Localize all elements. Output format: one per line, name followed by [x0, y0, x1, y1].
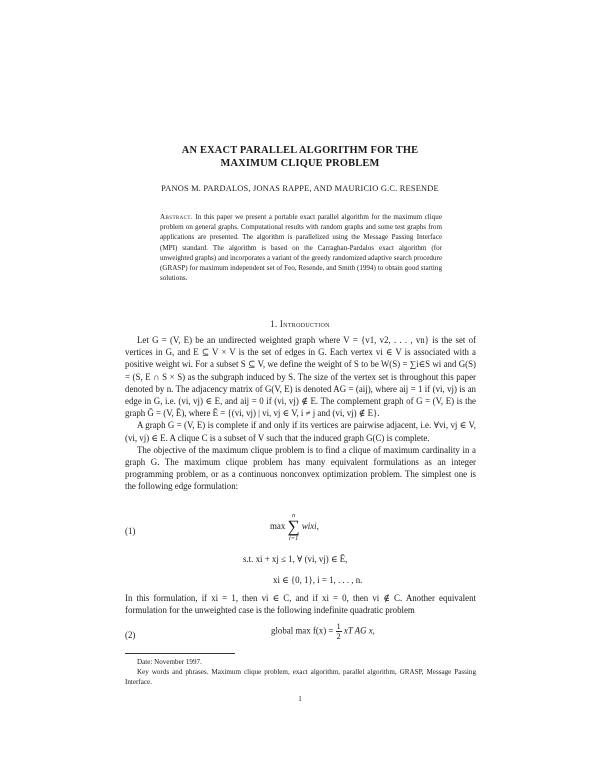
fraction-numerator: 1	[336, 622, 341, 631]
fraction-one-half	[336, 622, 342, 641]
footnote-date: Date: November 1997.	[137, 658, 202, 666]
abstract	[160, 212, 442, 283]
eq1-term: wixi,	[301, 521, 319, 532]
sum-upper-limit: n	[291, 512, 296, 519]
eq2-rhs: xT AG x,	[343, 625, 375, 636]
section-heading: 1. Introduction	[270, 319, 330, 329]
eq2-lhs: global max f(x) =	[271, 625, 334, 636]
equation-1-constraint-2: xi ∈ {0, 1}, i = 1, . . . , n.	[273, 575, 363, 585]
equation-1-objective	[270, 512, 319, 542]
eq1-max: max	[270, 521, 286, 532]
body-text-block-2	[125, 592, 476, 616]
footnote-keywords: Key words and phrases. Maximum clique problem, exact algorithm, parallel algorithm, GRASP, Message Passing Interface.	[125, 668, 476, 686]
sum-lower-limit: i=1	[288, 535, 299, 542]
equation-2-number: (2)	[125, 630, 136, 640]
paragraph-4: In this formulation, if xi = 1, then vi ∈ C, and if xi = 0, then vi ∉ C. Another equivalent formulation for the unweighted case is the following indefinite quadratic problem	[125, 593, 476, 616]
abstract-text: In this paper we present a portable exact parallel algorithm for the maximum clique problem on general graphs. Computational results with random graphs and some test graphs from applications are presented. The algorithm is parallelized using the Message Passing Interface (MPI) standard. The algorithm is based on the Carraghan-Pardalos exact algorithm (for unweighted graphs) and incorporates a variant of the greedy randomized adaptive search procedure (GRASP) for maximum independent set of Feo, Resende, and Smith (1994) to obtain good starting solutions.	[160, 213, 442, 283]
abstract-heading: Abstract.	[160, 213, 194, 221]
paragraph-1: Let G = (V, E) be an undirected weighted graph where V = {v1, v2, . . . , vn} is the set of vertices in G, and E ⊆ V × V is the set of edges in G. Each vertex vi ∈ V is associated with a positive weight wi. For a subset S ⊆ V, we define the weight of S to be W(S) = ∑i∈S wi and G(S) = (S, E ∩ S × S) as the subgraph induced by S. The size of the vertex set is throughout this paper denoted by n. The adjacency matrix of G(V, E) is denoted AG = (aij), where aij = 1 if (vi, vj) is an edge in G, i.e. (vi, vj) ∈ E, and aij = 0 if (vi, vj) ∉ E. The complement graph of G = (V, E) is the graph Ḡ = (V, Ē), where Ē = {(vi, vj) | vi, vj ∈ V, i ≠ j and (vi, vj) ∉ E}.	[125, 335, 476, 419]
author-list: PANOS M. PARDALOS, JONAS RAPPE, AND MAURICIO G.C. RESENDE	[161, 184, 439, 193]
summation-symbol: n ∑ i=1	[287, 512, 300, 542]
equation-1-number: (1)	[125, 526, 136, 536]
paragraph-2: A graph G = (V, E) is complete if and only if its vertices are pairwise adjacent, i.e. ∀vi, vj ∈ V, (vi, vj) ∈ E. A clique C is a subset of V such that the induced graph G(C) is complete.	[125, 420, 476, 443]
paper-title	[0, 144, 600, 170]
equation-1-constraint-1: s.t. xi + xj ≤ 1, ∀ (vi, vj) ∈ Ē,	[243, 554, 348, 564]
equation-2	[271, 622, 375, 641]
footnote-rule	[125, 653, 235, 654]
body-text-block-1	[125, 334, 476, 493]
fraction-denominator: 2	[336, 632, 341, 641]
page-number: 1	[298, 695, 302, 703]
title-line-1: AN EXACT PARALLEL ALGORITHM FOR THE	[181, 145, 419, 156]
paragraph-3: The objective of the maximum clique problem is to find a clique of maximum cardinality in a graph G. The maximum clique problem has many equivalent formulations as an integer programming problem, or as a continuous nonconvex optimization problem. The simplest one is the following edge formulation:	[125, 444, 476, 492]
title-line-2: MAXIMUM CLIQUE PROBLEM	[220, 158, 380, 169]
